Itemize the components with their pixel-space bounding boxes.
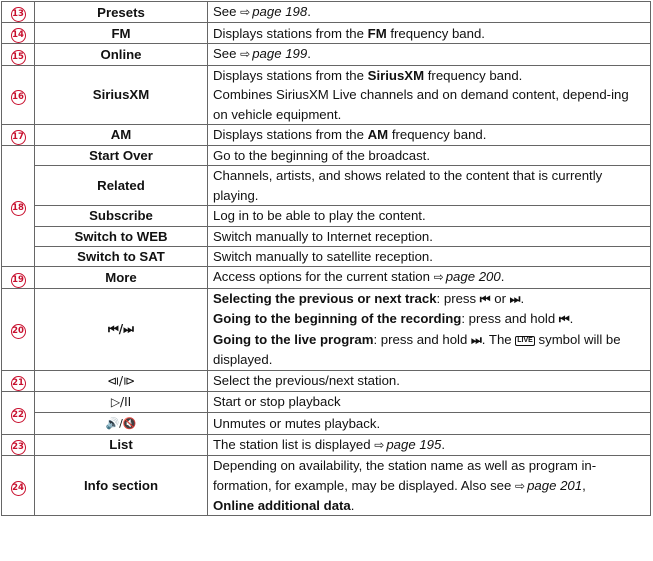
item-name: Switch to SAT <box>35 247 208 267</box>
callout-20: 20 <box>11 324 26 339</box>
page-reference[interactable]: page 198 <box>252 4 308 19</box>
item-description: Displays stations from the SiriusXM frequency band. Combines SiriusXM Live channels and on demand content, depend-ing on vehicle equipment. <box>208 65 651 124</box>
arrow-right-icon: ⇨ <box>240 5 251 19</box>
item-name: Switch to WEB <box>35 226 208 246</box>
item-description: See ⇨ page 198. <box>208 2 651 23</box>
callout-23: 23 <box>11 440 26 455</box>
callout-15: 15 <box>11 50 26 65</box>
arrow-right-icon: ⇨ <box>515 478 526 493</box>
callout-16: 16 <box>11 90 26 105</box>
item-description: Access options for the current station ⇨ page 200. <box>208 267 651 288</box>
table-row-station-skip <box>2 370 651 391</box>
callout-13: 13 <box>11 7 26 22</box>
item-description: Switch manually to satellite reception. <box>208 247 651 267</box>
item-name: List <box>35 434 208 455</box>
station-skip-icon: ⧏/⧐ <box>35 370 208 391</box>
mute-icon: 🔊/🔇 <box>35 413 208 434</box>
cross-reference-title[interactable]: Online additional data <box>213 497 351 513</box>
table-row-online <box>2 44 651 65</box>
reference-table <box>1 1 651 516</box>
previous-track-icon: ⏮ <box>558 312 570 327</box>
item-name: Info section <box>35 456 208 516</box>
item-description: The station list is displayed ⇨ page 195. <box>208 434 651 455</box>
page-reference[interactable]: page 201 <box>527 477 583 493</box>
previous-track-icon: ⏮ <box>479 291 491 306</box>
live-badge-icon: LIVE <box>517 336 533 344</box>
item-description: Displays stations from the AM frequency band. <box>208 125 651 146</box>
item-description: Switch manually to Internet reception. <box>208 226 651 246</box>
callout-18: 18 <box>11 201 26 216</box>
page-reference[interactable]: page 195 <box>386 436 442 452</box>
item-description: Selecting the previous or next track: press ⏮ or ⏭. Going to the beginning of the recording: press and hold ⏮. Going to the live program: press and hold ⏭. The LIVE symbol will be displayed. <box>208 288 651 370</box>
arrow-right-icon: ⇨ <box>240 47 251 62</box>
item-description: Channels, artists, and shows related to the content that is currently playing. <box>208 166 651 206</box>
table-row-related <box>2 166 651 206</box>
table-row-am <box>2 125 651 146</box>
next-track-icon: ⏭ <box>509 291 521 306</box>
table-row-info-section <box>2 456 651 516</box>
table-row-mute <box>2 413 651 434</box>
item-description: Depending on availability, the station name as well as program in-formation, for example, may be displayed. Also see ⇨ page 201, Online additional data. <box>208 456 651 516</box>
item-description: See ⇨ page 199. <box>208 44 651 65</box>
item-description: Unmutes or mutes playback. <box>208 413 651 434</box>
item-name: Online <box>35 44 208 65</box>
callout-14: 14 <box>11 28 26 43</box>
item-name: AM <box>35 125 208 146</box>
item-description: Go to the beginning of the broadcast. <box>208 146 651 166</box>
item-description: Log in to be able to play the content. <box>208 206 651 226</box>
arrow-right-icon: ⇨ <box>374 437 385 452</box>
item-name: SiriusXM <box>35 65 208 124</box>
item-name: FM <box>35 23 208 44</box>
page-reference[interactable]: page 199 <box>252 46 308 62</box>
table-row-fm <box>2 23 651 44</box>
table-row-track-skip <box>2 288 651 370</box>
table-row-list <box>2 434 651 455</box>
table-row-presets <box>2 2 651 23</box>
play-pause-icon: ▷/II <box>35 391 208 412</box>
item-name: Subscribe <box>35 206 208 226</box>
callout-24: 24 <box>11 481 26 496</box>
table-row-more <box>2 267 651 288</box>
callout-22: 22 <box>11 408 26 423</box>
item-description: Start or stop playback <box>208 391 651 412</box>
callout-19: 19 <box>11 273 26 288</box>
item-description: Select the previous/next station. <box>208 370 651 391</box>
table-row-subscribe <box>2 206 651 226</box>
item-description: Displays stations from the FM frequency band. <box>208 23 651 44</box>
next-track-icon: ⏭ <box>470 332 482 347</box>
table-row-switch-web <box>2 226 651 246</box>
item-name: Start Over <box>35 146 208 166</box>
callout-17: 17 <box>11 130 26 145</box>
track-skip-icon: ⏮/⏭ <box>35 288 208 370</box>
page-reference[interactable]: page 200 <box>445 269 501 285</box>
table-row-start-over <box>2 146 651 166</box>
arrow-right-icon: ⇨ <box>433 270 444 285</box>
item-name: Presets <box>35 2 208 23</box>
table-row-siriusxm <box>2 65 651 124</box>
item-name: Related <box>35 166 208 206</box>
table-row-switch-sat <box>2 247 651 267</box>
table-row-play-pause <box>2 391 651 412</box>
item-name: More <box>35 267 208 288</box>
callout-21: 21 <box>11 376 26 391</box>
